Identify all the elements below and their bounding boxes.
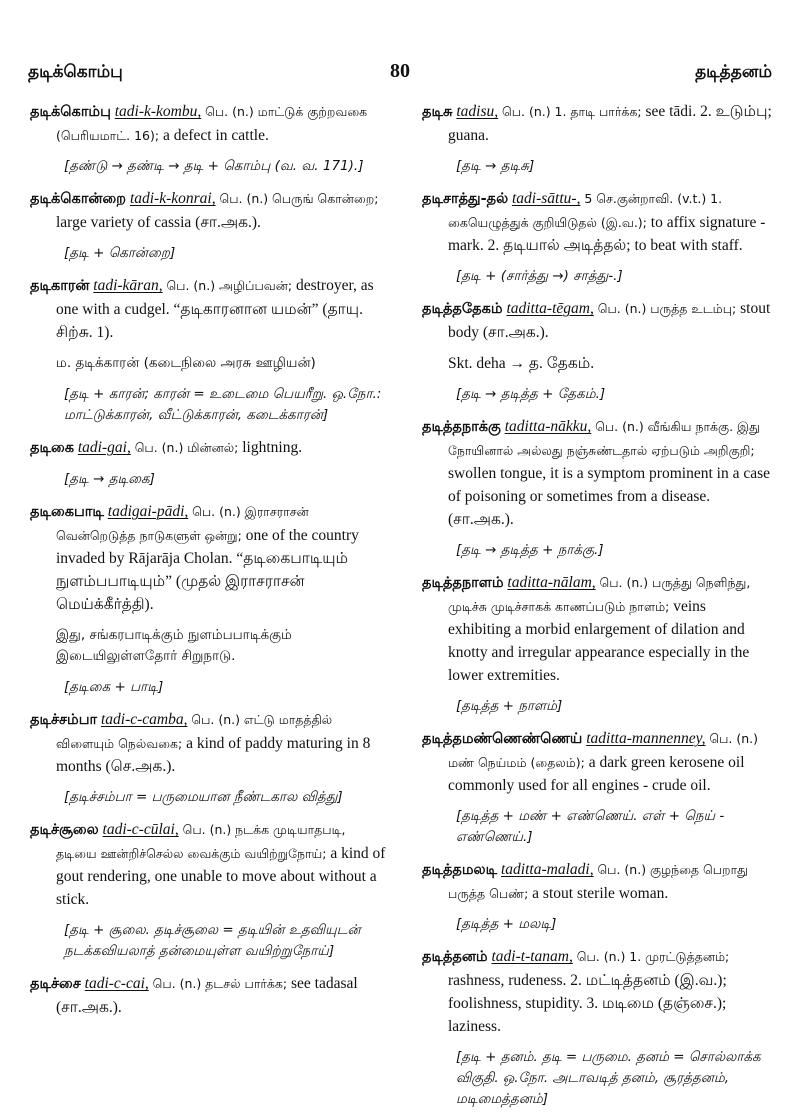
etymology: [தண்டு → தண்டி → தடி + கொம்பு (வ. வ. 171).] xyxy=(64,158,364,174)
grammar-label: பெ. (n.) xyxy=(205,104,254,119)
tamil-gloss: குழந்தை பெறாது பருத்த பெண்; xyxy=(448,862,748,901)
transliteration: tadi-gai, xyxy=(77,439,131,456)
tamil-gloss: நடக்க முடியாதபடி, தடியை ஊன்றிச்செல்ல வைக்கும் வயிற்றுநோய்; xyxy=(56,822,346,861)
english-gloss: a kind of gout rendering, one unable to move about without a stick. xyxy=(56,845,386,908)
english-gloss: to affix signature - mark. 2. தடியால் அடித்தல்; to beat with staff. xyxy=(448,214,766,254)
tamil-gloss: இராசராசன் வென்றெடுத்த நாடுகளுள் ஒன்று; xyxy=(56,504,309,543)
transliteration: tadi-kāran, xyxy=(93,277,163,294)
headword: தடித்தநாளம் xyxy=(422,575,504,591)
tamil-gloss: பெருங் கொன்றை; xyxy=(272,191,379,206)
entry-definition xyxy=(422,297,772,344)
grammar-label: பெ. (n.) xyxy=(501,104,551,119)
english-gloss: swollen tongue, it is a symptom prominent in a case of poisoning or sometimes from a disease. (சா.அக.). xyxy=(448,465,771,528)
english-gloss: a kind of paddy maturing in 8 months (செ.அக.). xyxy=(56,735,371,775)
grammar-label: பெ. (n.) xyxy=(576,949,626,964)
english-gloss: see tādi. 2. உடும்பு; guana. xyxy=(448,103,772,144)
tamil-gloss: அழிப்பவன்; xyxy=(218,278,293,293)
english-gloss: stout body (சா.அக.). xyxy=(448,300,771,341)
grammar-label: பெ. (n.) xyxy=(597,301,647,316)
dictionary-entry xyxy=(30,972,387,1019)
headword: தடிக்கொன்றை xyxy=(30,191,127,207)
headword: தடிகாரன் xyxy=(30,278,90,294)
transliteration: taditta-mannenney, xyxy=(586,730,706,747)
etymology: [தடித்த + நாளம்] xyxy=(456,698,563,714)
transliteration: taditta-nākku, xyxy=(504,418,592,435)
dictionary-entry xyxy=(422,100,772,177)
source-note: Skt. deha → த. தேகம். xyxy=(448,355,595,372)
english-gloss: rashness, rudeness. 2. மட்டித்தனம் (இ.வ.); foolishness, stupidity. 3. மடிமை (தஞ்சை.); laziness. xyxy=(448,972,727,1035)
grammar-label: பெ. (n.) xyxy=(134,440,184,455)
tamil-gloss: 1. கையெழுத்துக் குறியிடுதல் (இ.வ.); xyxy=(448,191,723,230)
entry-definition xyxy=(30,436,387,460)
right-column xyxy=(422,100,772,1120)
english-gloss: lightning. xyxy=(242,439,303,456)
dictionary-entry xyxy=(30,100,387,177)
tamil-gloss: பருத்த உடம்பு; xyxy=(650,301,737,316)
tamil-gloss: மின்னல்; xyxy=(187,440,239,455)
etymology: [தடி + (சார்த்து →) சாத்து-.] xyxy=(456,268,623,284)
transliteration: tadi-k-kombu, xyxy=(114,103,202,120)
tamil-gloss: வீங்கிய நாக்கு. இது நோயினால் அல்லது நஞ்சுண்டதால் ஏற்படும் அறிகுறி; xyxy=(448,419,761,458)
etymology: [தடி + தனம். தடி = பருமை. தனம் = சொல்லாக்க விகுதி. ஒ.நோ. அடாவடித் தனம், சூரத்தனம், மடிமைத்தனம்] xyxy=(456,1049,761,1107)
grammar-label: பெ. (n.) xyxy=(597,862,647,877)
dictionary-entry xyxy=(30,500,387,698)
headword: தடிசாத்து-தல் xyxy=(422,191,509,207)
dictionary-entry xyxy=(30,187,387,264)
grammar-label: 5 செ.குன்றாவி. (v.t.) xyxy=(584,191,707,206)
tamil-gloss: தடசல் பார்க்க; xyxy=(205,976,288,991)
dictionary-entry xyxy=(422,187,772,287)
transliteration: taditta-tēgam, xyxy=(506,300,594,317)
entry-definition xyxy=(422,727,772,797)
grammar-label: பெ. (n.) xyxy=(709,731,758,746)
entry-definition xyxy=(30,187,387,234)
cognate-note: ம. தடிக்காரன் (கடைநிலை அரசு ஊழியன்) xyxy=(56,355,316,371)
dictionary-entry xyxy=(422,945,772,1110)
entry-definition xyxy=(30,100,387,147)
grammar-label: பெ. (n.) xyxy=(595,419,644,434)
headword: தடிச்சம்பா xyxy=(30,712,98,728)
dictionary-entry xyxy=(30,818,387,962)
transliteration: tadi-t-tanam, xyxy=(491,948,573,965)
headword: தடித்ததேகம் xyxy=(422,301,503,317)
tamil-gloss: 1. தாடி பார்க்க; xyxy=(554,104,642,119)
entry-definition xyxy=(422,571,772,687)
etymology: [தடி → தடிசு] xyxy=(456,158,535,174)
entry-definition xyxy=(422,858,772,905)
headword: தடித்தனம் xyxy=(422,949,488,965)
etymology: [தடி → தடித்த + நாக்கு.] xyxy=(456,542,604,558)
headword: தடிசு xyxy=(422,104,453,120)
tamil-gloss: 1. முரட்டுத்தனம்; xyxy=(629,949,730,964)
etymology: [தடிகை + பாடி] xyxy=(64,679,164,695)
grammar-label: பெ. (n.) xyxy=(191,712,240,727)
tamil-gloss: மாட்டுக் குற்றவகை (பெரியமாட். 16); xyxy=(56,104,368,143)
dictionary-entry xyxy=(422,571,772,717)
grammar-label: பெ. (n.) xyxy=(152,976,202,991)
headword: தடிச்சை xyxy=(30,976,81,992)
tamil-gloss: மண் நெய்மம் (தைலம்); xyxy=(448,755,585,770)
entry-definition xyxy=(422,945,772,1038)
english-gloss: large variety of cassia (சா.அக.). xyxy=(56,214,261,231)
entry-definition xyxy=(30,500,387,616)
etymology: [தடி + காரன்; காரன் = உடைமை பெயரீறு. ஒ.நோ.: மாட்டுக்காரன், வீட்டுக்காரன், கடைக்காரன்] xyxy=(64,386,382,423)
dictionary-entry xyxy=(422,415,772,561)
headword: தடிகை xyxy=(30,440,74,456)
tamil-gloss: பருத்து நெளிந்து, முடிச்சு முடிச்சாகக் காணப்படும் நாளம்; xyxy=(448,575,751,614)
etymology: [தடி + சூலை. தடிச்சூலை = தடியின் உதவியுடன் நடக்கவியலாத் தன்மையுள்ள வயிற்றுநோய்] xyxy=(64,922,361,959)
running-head-left: தடிக்கொம்பு xyxy=(28,62,123,82)
english-gloss: destroyer, as one with a cudgel. “தடிகாரனான யமன்” (தாயு. சிற்சு. 1). xyxy=(56,277,374,341)
dictionary-entry xyxy=(422,858,772,935)
english-gloss: a dark green kerosene oil commonly used for all engines - crude oil. xyxy=(448,754,745,794)
grammar-label: பெ. (n.) xyxy=(182,822,232,837)
tamil-gloss: எட்டு மாதத்தில் விளையும் நெல்வகை; xyxy=(56,712,333,751)
transliteration: tadi-c-cūlai, xyxy=(102,821,179,838)
left-column xyxy=(30,100,387,1028)
transliteration: tadisu, xyxy=(456,103,499,120)
etymology: [தடி → தடித்த + தேகம்.] xyxy=(456,386,606,402)
etymology: [தடி → தடிகை] xyxy=(64,471,155,487)
entry-definition xyxy=(422,100,772,147)
entry-definition xyxy=(422,187,772,257)
cognate-note: இது, சங்கரபாடிக்கும் நுளம்பபாடிக்கும் இடையிலுள்ளதோர் சிறுநாடு. xyxy=(56,627,292,664)
dictionary-entry xyxy=(30,708,387,808)
dictionary-entry xyxy=(422,727,772,848)
grammar-label: பெ. (n.) xyxy=(219,191,269,206)
transliteration: tadi-k-konrai, xyxy=(129,190,216,207)
dictionary-entry xyxy=(30,274,387,426)
headword: தடிச்சூலை xyxy=(30,822,99,838)
headword: தடித்தமண்ணெண்ணெய் xyxy=(422,731,583,747)
transliteration: tadi-sāttu-, xyxy=(511,190,581,207)
etymology: [தடித்த + மண் + எண்ணெய். எள் + நெய் - எண்ணெய்.] xyxy=(456,808,725,845)
english-gloss: see tadasal (சா.அக.). xyxy=(56,975,358,1016)
entry-definition xyxy=(30,708,387,778)
dictionary-entry xyxy=(422,297,772,405)
grammar-label: பெ. (n.) xyxy=(192,504,241,519)
headword: தடித்தநாக்கு xyxy=(422,419,501,435)
grammar-label: பெ. (n.) xyxy=(599,575,649,590)
page-header xyxy=(28,62,772,92)
entry-definition xyxy=(30,818,387,911)
etymology: [தடிச்சம்பா = பருமையான நீண்டகால வித்து] xyxy=(64,789,343,805)
etymology: [தடித்த + மலடி] xyxy=(456,916,557,932)
english-gloss: a stout sterile woman. xyxy=(532,885,669,902)
transliteration: tadi-c-camba, xyxy=(100,711,188,728)
transliteration: tadigai-pādi, xyxy=(107,503,189,520)
headword: தடிக்கொம்பு xyxy=(30,104,111,120)
transliteration: taditta-maladi, xyxy=(501,861,594,878)
dictionary-entry xyxy=(30,436,387,490)
english-gloss: a defect in cattle. xyxy=(162,127,269,144)
transliteration: taditta-nālam, xyxy=(507,574,596,591)
headword: தடித்தமலடி xyxy=(422,862,498,878)
english-gloss: veins exhibiting a morbid enlargement of dilation and knotty and irregular appearance especially in the lower extremities. xyxy=(448,598,750,684)
etymology: [தடி + கொன்றை] xyxy=(64,245,176,261)
entry-definition xyxy=(30,972,387,1019)
transliteration: tadi-c-cai, xyxy=(84,975,149,992)
grammar-label: பெ. (n.) xyxy=(166,278,216,293)
entry-definition xyxy=(422,415,772,531)
running-head-right: தடித்தனம் xyxy=(695,62,772,82)
english-gloss: one of the country invaded by Rājarāja Cholan. “தடிகைபாடியும் நுளம்பபாடியும்” (முதல் இராசராசன் மெய்க்கீர்த்தி). xyxy=(56,527,359,613)
page-number: 80 xyxy=(390,60,410,82)
entry-definition xyxy=(30,274,387,344)
headword: தடிகைபாடி xyxy=(30,504,104,520)
